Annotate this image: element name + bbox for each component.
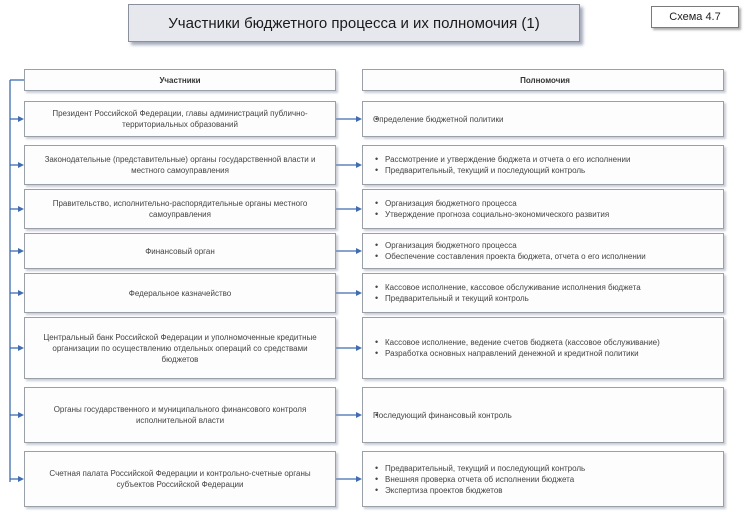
- power-item: • Предварительный, текущий и последующий контроль: [373, 165, 717, 176]
- power-item: • Внешняя проверка отчета об исполнении бюджета: [373, 474, 717, 485]
- power-item: • Кассовое исполнение, ведение счетов бюджета (кассовое обслуживание): [373, 337, 717, 348]
- powers-list: [373, 337, 717, 359]
- powers-box: [362, 189, 724, 229]
- powers-box: [362, 101, 724, 137]
- powers-list: [373, 198, 717, 220]
- powers-box: [362, 145, 724, 185]
- powers-list: [373, 240, 717, 262]
- power-item: • Определение бюджетной политики: [373, 114, 717, 125]
- participant-box: Органы государственного и муниципального финансового контроля исполнительной власти: [24, 387, 336, 443]
- diagram-title: Участники бюджетного процесса и их полномочия (1): [128, 4, 580, 42]
- power-item: • Предварительный, текущий и последующий контроль: [373, 463, 717, 474]
- left-arrows: [10, 116, 24, 482]
- powers-box: [362, 451, 724, 507]
- power-item: • Предварительный и текущий контроль: [373, 293, 717, 304]
- powers-box: [362, 317, 724, 379]
- power-item: • Организация бюджетного процесса: [373, 198, 717, 209]
- participant-box: Счетная палата Российской Федерации и контрольно-счетные органы субъектов Российской Федерации: [24, 451, 336, 507]
- participant-box: Законодательные (представительные) органы государственной власти и местного самоуправления: [24, 145, 336, 185]
- power-item: • Рассмотрение и утверждение бюджета и отчета о его исполнении: [373, 154, 717, 165]
- powers-list: [373, 114, 717, 125]
- scheme-label: Схема 4.7: [651, 6, 739, 28]
- powers-box: [362, 273, 724, 313]
- participant-box: Президент Российской Федерации, главы администраций публично-территориальных образований: [24, 101, 336, 137]
- power-item: • Разработка основных направлений денежной и кредитной политики: [373, 348, 717, 359]
- participant-box: Центральный банк Российской Федерации и уполномоченные кредитные организации по осуществлению отдельных операций со средствами бюджетов: [24, 317, 336, 379]
- power-item: • Кассовое исполнение, кассовое обслуживание исполнения бюджета: [373, 282, 717, 293]
- power-item: • Обеспечение составления проекта бюджета, отчета о его исполнении: [373, 251, 717, 262]
- participants-header: Участники: [24, 69, 336, 91]
- power-item: • Последующий финансовый контроль: [373, 410, 717, 421]
- powers-list: [373, 463, 717, 496]
- power-item: • Экспертиза проектов бюджетов: [373, 485, 717, 496]
- participant-box: Федеральное казначейство: [24, 273, 336, 313]
- powers-box: [362, 233, 724, 269]
- powers-list: [373, 410, 717, 421]
- powers-header: Полномочия: [362, 69, 724, 91]
- participant-box: Правительство, исполнительно-распорядительные органы местного самоуправления: [24, 189, 336, 229]
- powers-list: [373, 282, 717, 304]
- powers-box: [362, 387, 724, 443]
- participant-box: Финансовый орган: [24, 233, 336, 269]
- power-item: • Организация бюджетного процесса: [373, 240, 717, 251]
- powers-list: [373, 154, 717, 176]
- power-item: • Утверждение прогноза социально-экономического развития: [373, 209, 717, 220]
- middle-arrows: [336, 116, 362, 482]
